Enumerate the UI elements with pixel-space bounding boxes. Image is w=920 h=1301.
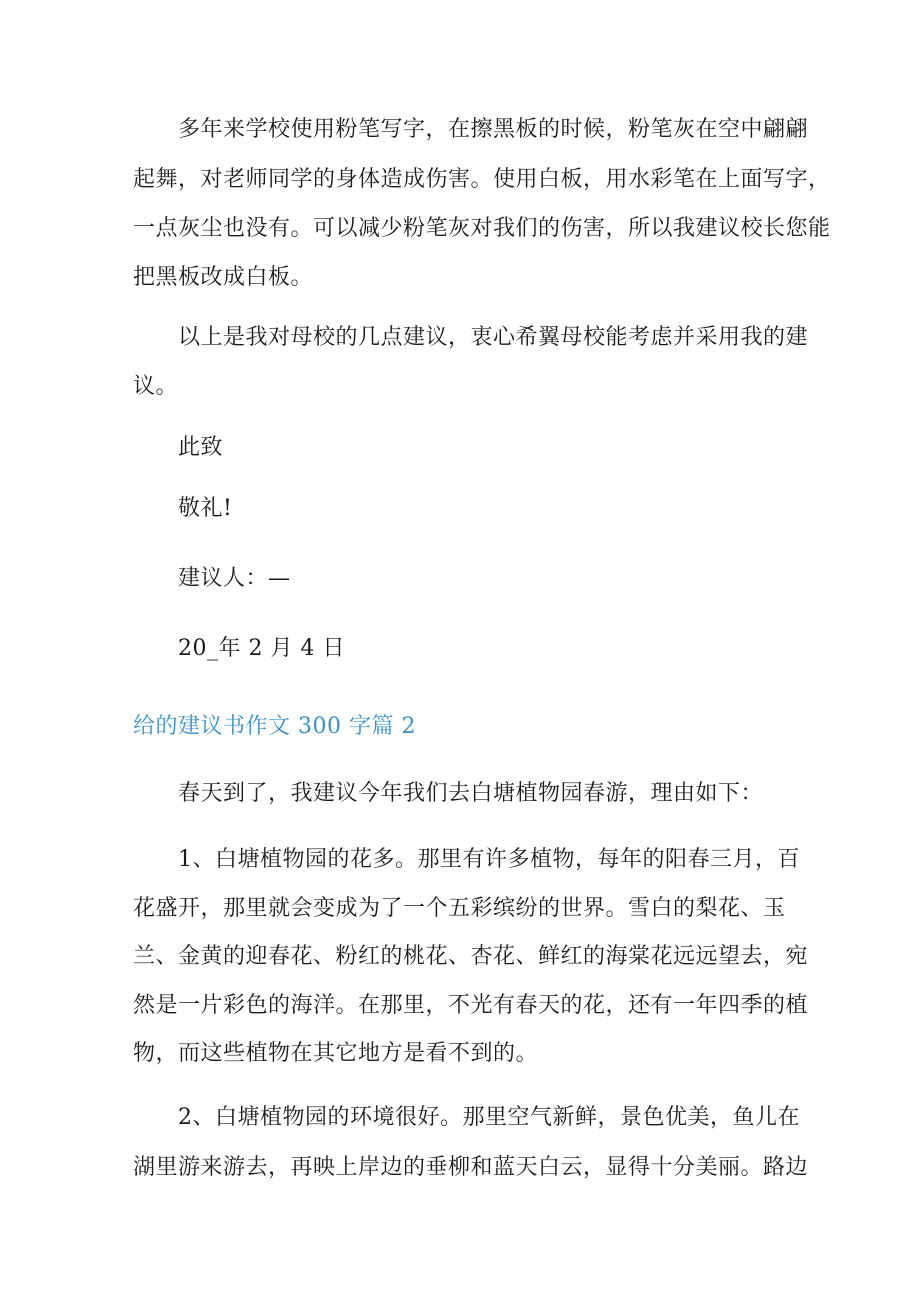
paragraph-1-line-2: 起舞，对老师同学的身体造成伤害。使用白板，用水彩笔在上面写字，	[133, 167, 831, 192]
closing-date: 20_年 2 月 4 日	[178, 636, 345, 661]
paragraph-1-line-1: 多年来学校使用粉笔写字，在擦黑板的时候，粉笔灰在空中翩翩	[178, 117, 809, 142]
paragraph-1-line-3: 一点灰尘也没有。可以减少粉笔灰对我们的伤害，所以我建议校长您能	[133, 216, 831, 241]
paragraph-4-line-3: 兰、金黄的迎春花、粉红的桃花、杏花、鲜红的海棠花远远望去，宛	[133, 944, 809, 969]
paragraph-5-line-2: 湖里游来游去，再映上岸边的垂柳和蓝天白云，显得十分美丽。路边	[133, 1155, 809, 1180]
closing-salutation: 此致	[178, 435, 224, 460]
paragraph-5-line-1: 2、白塘植物园的环境很好。那里空气新鲜，景色优美，鱼儿在	[178, 1105, 800, 1130]
closing-signer: 建议人：—	[178, 566, 291, 591]
paragraph-4-line-2: 花盛开，那里就会变成为了一个五彩缤纷的世界。雪白的梨花、玉	[133, 896, 786, 921]
paragraph-4-line-1: 1、白塘植物园的花多。那里有许多植物，每年的阳春三月，百	[178, 847, 800, 872]
paragraph-2-line-2: 议。	[133, 374, 179, 399]
closing-regards: 敬礼!	[178, 496, 233, 521]
paragraph-4-line-4: 然是一片彩色的海洋。在那里，不光有春天的花，还有一年四季的植	[133, 993, 809, 1018]
paragraph-1-line-4: 把黑板改成白板。	[133, 265, 314, 290]
paragraph-4-line-5: 物，而这些植物在其它地方是看不到的。	[133, 1041, 539, 1066]
paragraph-3-line-1: 春天到了，我建议今年我们去白塘植物园春游，理由如下：	[178, 781, 764, 806]
section-heading: 给的建议书作文 300 字篇 2	[133, 714, 416, 739]
paragraph-2-line-1: 以上是我对母校的几点建议，衷心希翼母校能考虑并采用我的建	[178, 325, 809, 350]
